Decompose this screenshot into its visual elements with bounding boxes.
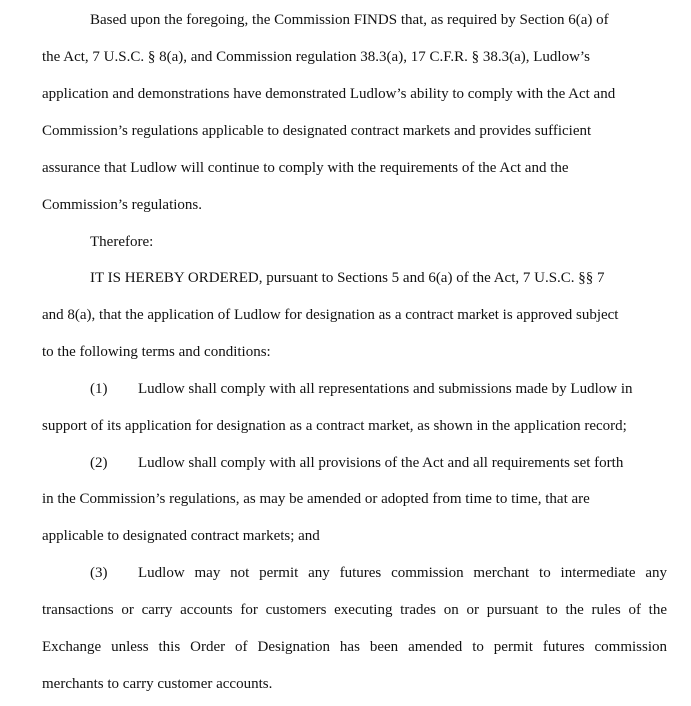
findings-line-1: Based upon the foregoing, the Commission FINDS that, as required by Section 6(a) of xyxy=(90,12,609,28)
order-line-1: IT IS HEREBY ORDERED, pursuant to Sections 5 and 6(a) of the Act, 7 U.S.C. §§ 7 xyxy=(90,270,605,286)
findings-line-3: application and demonstrations have demonstrated Ludlow’s ability to comply with the Act and xyxy=(42,86,616,102)
condition-1-text: Ludlow shall comply with all representations and submissions made by Ludlow in xyxy=(138,381,633,397)
condition-2-number: (2) xyxy=(90,455,108,471)
condition-1-line-2: support of its application for designation as a contract market, as shown in the application record; xyxy=(42,418,627,434)
condition-2-line-2: in the Commission’s regulations, as may be amended or adopted from time to time, that are xyxy=(42,491,590,507)
findings-line-2: the Act, 7 U.S.C. § 8(a), and Commission regulation 38.3(a), 17 C.F.R. § 38.3(a), Ludlow’s xyxy=(42,49,590,65)
condition-1-number: (1) xyxy=(90,381,108,397)
condition-3-line-3: Exchange unless this Order of Designation has been amended to permit futures commission xyxy=(42,639,667,655)
condition-3-line-2: transactions or carry accounts for customers executing trades on or pursuant to the rules of the xyxy=(42,602,667,618)
findings-line-4: Commission’s regulations applicable to designated contract markets and provides sufficient xyxy=(42,123,592,139)
findings-line-6: Commission’s regulations. xyxy=(42,197,203,213)
findings-line-5: assurance that Ludlow will continue to comply with the requirements of the Act and the xyxy=(42,160,569,176)
order-line-3: to the following terms and conditions: xyxy=(42,344,271,360)
condition-2-text: Ludlow shall comply with all provisions of the Act and all requirements set forth xyxy=(138,455,624,471)
condition-2 xyxy=(90,453,667,473)
condition-3-line-4: merchants to carry customer accounts. xyxy=(42,676,273,692)
order-line-2: and 8(a), that the application of Ludlow for designation as a contract market is approved subject xyxy=(42,307,619,323)
therefore-heading: Therefore: xyxy=(90,234,154,250)
condition-3-number: (3) xyxy=(90,565,108,581)
condition-3-text: Ludlow may not permit any futures commission merchant to intermediate any xyxy=(138,565,667,581)
condition-1 xyxy=(90,379,667,399)
condition-2-line-3: applicable to designated contract markets; and xyxy=(42,528,320,544)
condition-3 xyxy=(90,563,667,583)
